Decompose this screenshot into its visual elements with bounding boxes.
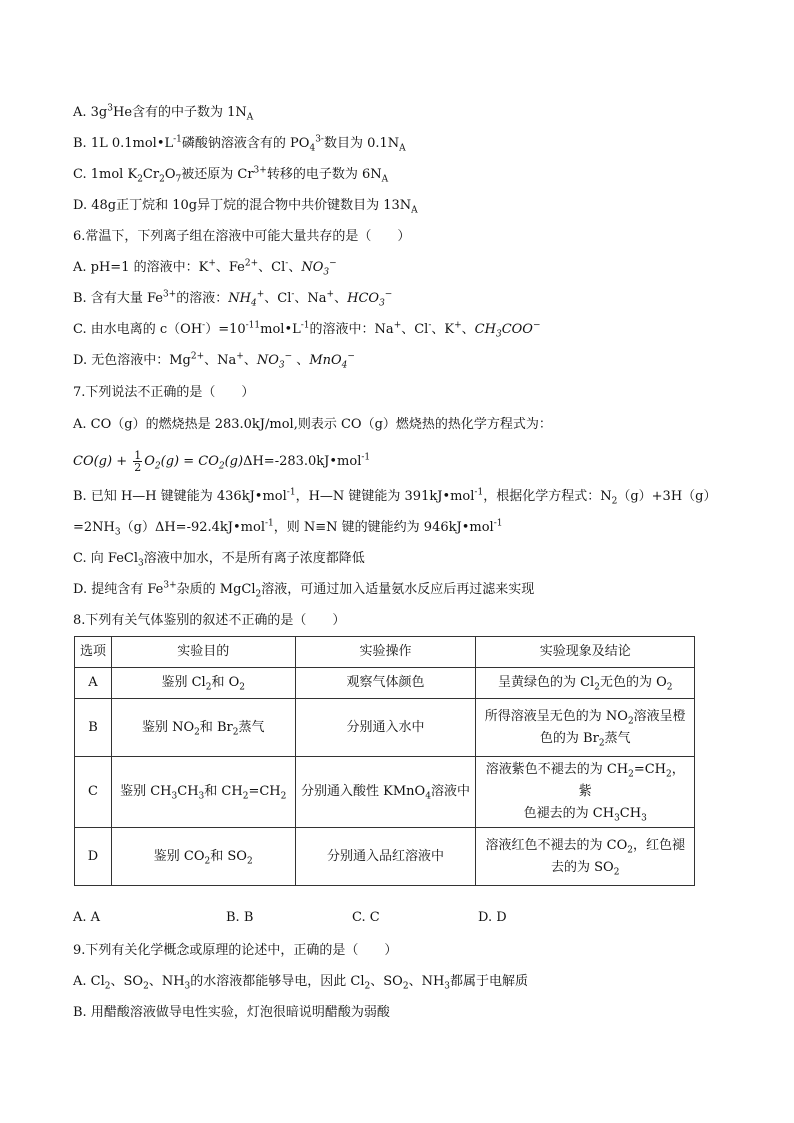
q7-option-b-line2: $=2NH_3(g)\Delta H=-92.4kJ•mol^{-1}$，则 N≡N 键的键能约为 946kJ•mol$^{-1}$ (73, 518, 503, 538)
table-cell: 鉴别 $CO_2$和 $SO_2$ (111, 828, 295, 886)
q5-option-b: B. 1L $0.1mol•L^{-1}$磷酸钠溶液含有的 $PO_4^{3-}$数目为 $0.1N_A$ (73, 134, 406, 154)
q8-option-d: D. D (478, 910, 507, 925)
table-header: 实验目的 (111, 637, 295, 668)
q6-option-d: D. 无色溶液中：$Mg^{2+}$、Na+、$NO_3^-$ 、MnO$_4$− (73, 351, 355, 371)
q9-option-b: B. 用醋酸溶液做导电性实验，灯泡很暗说明醋酸为弱酸 (73, 1005, 390, 1020)
table-row (75, 668, 695, 699)
table-header: 选项 (75, 637, 112, 668)
table-header: 实验操作 (295, 637, 476, 668)
table-cell: A (75, 668, 112, 699)
table-row (75, 828, 695, 886)
q5-option-c: C. 1mol $K_2Cr_2O_7$被还原为 $Cr^{3+}$转移的电子数为 $6N_A$ (73, 165, 389, 185)
q8-option-b: B. B (226, 910, 254, 925)
q6-option-c: C. 由水电离的 $c(OH^-)=10^{-11}mol•L^{-1}$的溶液中：Na+、Cl-、K+、$CH_3COO^-$ (73, 320, 541, 340)
table-cell: C (75, 757, 112, 828)
q7-option-a-equation: CO(g) + $\frac{1}{2}$ $O_2(g)$ = $CO_2(g)\Delta H=-283.0kJ•mol^{-1}$ (73, 449, 371, 474)
q8-option-a: A. A (73, 910, 101, 925)
q9-option-a: A. $Cl_2$、$SO_2$、$NH_3$的水溶液都能够导电，因此 $Cl_2$、$SO_2$、$NH_3$都属于电解质 (73, 974, 529, 992)
table-cell: 分别通入水中 (295, 699, 476, 757)
q5-option-d: D. 48g正丁烷和 10g异丁烷的混合物中共价键数目为 $13N_A$ (73, 198, 418, 216)
q6-option-a: A. pH=1 的溶液中：K+、$Fe^{2+}$、Cl-、$NO_3^-$ (73, 258, 337, 278)
q5-option-a: A. $3g^3He$含有的中子数为 $1N_A$ (73, 103, 254, 123)
q7-option-d: D. 提纯含有 $Fe^{3+}$杂质的 MgCl$_2$溶液，可通过加入适量氨水反应后再过滤来实现 (73, 580, 535, 600)
table-cell: 鉴别 $NO_2$和 $Br_2$蒸气 (111, 699, 295, 757)
table-cell: D (75, 828, 112, 886)
table-header: 实验现象及结论 (476, 637, 695, 668)
q8-option-c: C. C (352, 910, 380, 925)
q6-option-b: B. 含有大量 $Fe^{3+}$的溶液：$NH_4^+$、Cl-、Na+、$HCO_3^-$ (73, 289, 393, 309)
q8-table (74, 636, 695, 886)
table-header-row (75, 637, 695, 668)
q7-option-a-text: A. CO（g）的燃烧热是 283.0kJ/mol,则表示 CO（g）燃烧热的热化学方程式为： (73, 417, 552, 432)
q9-stem: 9.下列有关化学概念或原理的论述中，正确的是（ ） (73, 943, 398, 958)
q8-stem: 8.下列有关气体鉴别的叙述不正确的是（ ） (73, 613, 346, 628)
table-cell: 呈黄绿色的为 $Cl_2$无色的为 $O_2$ (476, 668, 695, 699)
q7-stem: 7.下列说法不正确的是（ ） (73, 385, 255, 400)
q7-option-b-line1: B. 已知 H—H 键键能为 436kJ•mol$^{-1}$，H—N 键键能为 391kJ•mol$^{-1}$，根据化学方程式：$N_2(g)+3H(g)$ (73, 487, 717, 507)
table-cell: 所得溶液呈无色的为 $NO_2$溶液呈橙 色的为 $Br_2$蒸气 (476, 699, 695, 757)
table-cell: B (75, 699, 112, 757)
table-row (75, 757, 695, 828)
table-cell: 分别通入品红溶液中 (295, 828, 476, 886)
table-cell: 溶液紫色不褪去的为 $CH_2=CH_2$，紫 色褪去的为 $CH_3CH_3$ (476, 757, 695, 828)
table-cell: 溶液红色不褪去的为 $CO_2$，红色褪 去的为 $SO_2$ (476, 828, 695, 886)
table-cell: 鉴别 $CH_3CH_3$和 $CH_2=CH_2$ (111, 757, 295, 828)
table-cell: 分别通入酸性 KMnO$_4$溶液中 (295, 757, 476, 828)
q7-option-c: C. 向 FeCl$_3$溶液中加水，不是所有离子浓度都降低 (73, 551, 365, 569)
table-row (75, 699, 695, 757)
table-cell: 观察气体颜色 (295, 668, 476, 699)
q6-stem: 6.常温下，下列离子组在溶液中可能大量共存的是（ ） (73, 229, 411, 244)
table-cell: 鉴别 $Cl_2$和 $O_2$ (111, 668, 295, 699)
fraction: $\frac{1}{2}$ (134, 449, 142, 474)
